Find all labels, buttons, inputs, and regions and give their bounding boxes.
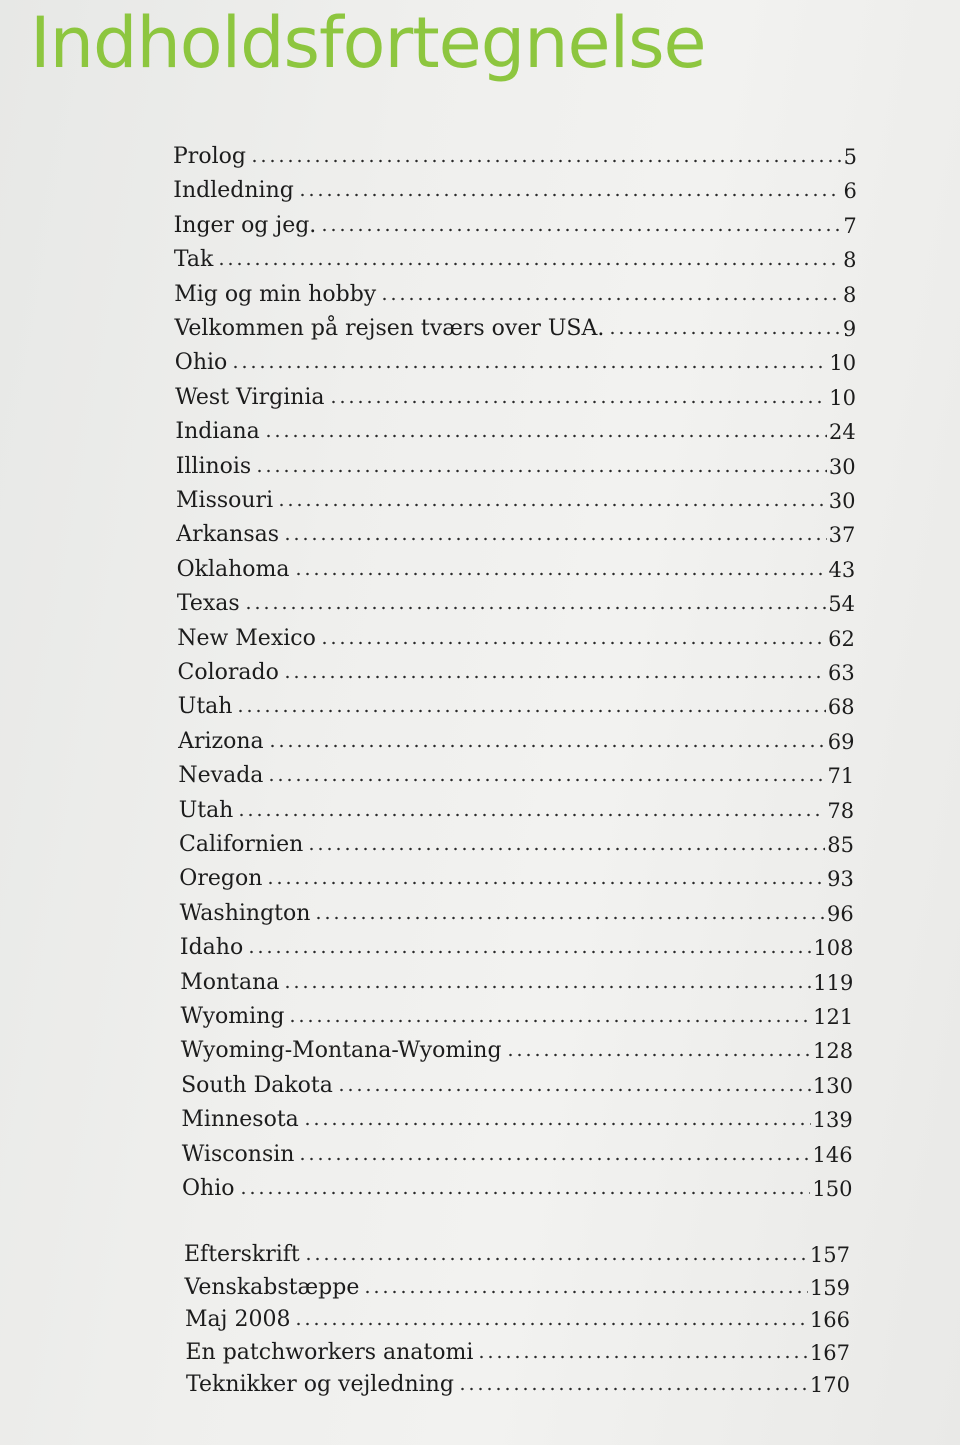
- toc-entry-page-number: 146: [812, 1142, 853, 1167]
- toc-entry-title: Teknikker og vejledning: [186, 1372, 454, 1397]
- toc-entry-title: Maj 2008: [185, 1307, 291, 1332]
- dot-leader: [329, 398, 828, 406]
- dot-leader: [255, 467, 827, 475]
- dot-leader: [237, 811, 825, 819]
- toc-entry-page-number: 93: [827, 867, 854, 892]
- toc-entry-page-number: 166: [809, 1308, 850, 1332]
- dot-leader: [247, 948, 811, 956]
- dot-leader: [267, 776, 825, 784]
- dot-leader: [283, 673, 826, 681]
- toc-entry: [175, 312, 857, 342]
- toc-entry-title: Colorado: [177, 660, 279, 685]
- toc-entry-page-number: 8: [843, 282, 857, 307]
- toc-entry-title: Arkansas: [176, 522, 280, 548]
- toc-entry: [176, 518, 855, 548]
- dot-leader: [264, 432, 827, 440]
- dot-leader: [288, 1017, 811, 1025]
- toc-entry-page-number: 43: [828, 557, 856, 582]
- toc-entry-title: Ohio: [182, 1176, 235, 1201]
- toc-entry: [173, 174, 857, 204]
- dot-leader: [277, 501, 827, 509]
- dot-leader: [303, 1120, 811, 1128]
- toc-entry-title: Efterskrift: [184, 1242, 300, 1267]
- toc-entry: [180, 931, 854, 961]
- dot-leader: [294, 570, 827, 578]
- dot-leader: [239, 1189, 811, 1197]
- toc-entry-page-number: 121: [813, 1005, 854, 1029]
- toc-entry: [182, 1172, 853, 1202]
- dot-leader: [320, 639, 826, 647]
- toc-entry-page-number: 167: [809, 1340, 850, 1365]
- toc-appendix-entry: [185, 1303, 850, 1333]
- dot-leader: [250, 157, 842, 165]
- toc-entry-page-number: 159: [809, 1275, 850, 1300]
- toc-entry-page-number: 85: [827, 833, 854, 857]
- toc-entry-title: Indledning: [173, 178, 294, 204]
- toc-entry: [175, 346, 856, 376]
- toc-entry: [177, 587, 855, 617]
- toc-entry-title: New Mexico: [177, 625, 316, 651]
- dot-leader: [268, 742, 826, 750]
- toc-entry-page-number: 10: [829, 351, 857, 376]
- toc-entry-title: Nevada: [178, 763, 264, 789]
- toc-entry: [178, 656, 855, 686]
- toc-entry: [173, 140, 857, 170]
- dot-leader: [266, 879, 825, 887]
- toc-entry-page-number: 71: [827, 764, 855, 789]
- toc-entry-page-number: 24: [829, 420, 856, 445]
- dot-leader: [363, 1288, 808, 1296]
- toc-entry-title: Utah: [177, 694, 233, 720]
- toc-entry-title: Utah: [178, 797, 234, 823]
- toc-entry-title: Arizona: [178, 728, 264, 754]
- toc-entry-title: Wyoming: [180, 1004, 285, 1029]
- toc-entry-title: Californien: [179, 832, 304, 857]
- dot-leader: [294, 1320, 807, 1328]
- dot-leader: [337, 1086, 811, 1094]
- dot-leader: [314, 914, 825, 922]
- toc-entry-title: Velkommen på rejsen tværs over USA.: [174, 316, 605, 341]
- toc-entry-page-number: 5: [843, 145, 857, 169]
- dot-leader: [320, 226, 841, 234]
- toc-entry-title: Idaho: [179, 935, 244, 961]
- toc-entry-title: South Dakota: [181, 1072, 333, 1098]
- toc-entry-page-number: 150: [812, 1177, 853, 1201]
- toc-entry-title: Wyoming-Montana-Wyoming: [180, 1038, 502, 1064]
- toc-entry-page-number: 6: [843, 179, 857, 204]
- dot-leader: [608, 329, 841, 337]
- dot-leader: [283, 983, 811, 991]
- toc-entry: [178, 725, 854, 755]
- toc-entry-title: Venskabstæppe: [184, 1274, 360, 1300]
- toc-entry: [179, 828, 854, 858]
- toc-entry: [174, 278, 856, 308]
- toc-entry-page-number: 8: [843, 248, 857, 273]
- dot-leader: [304, 1255, 808, 1263]
- dot-leader: [458, 1385, 808, 1393]
- dot-leader: [506, 1051, 811, 1059]
- toc-entry-page-number: 37: [828, 523, 856, 548]
- toc-entry-page-number: 63: [828, 661, 855, 685]
- toc-entry: [181, 1034, 853, 1064]
- dot-leader: [380, 295, 841, 303]
- toc-entry-page-number: 108: [813, 936, 854, 961]
- toc-entry: [181, 1103, 852, 1133]
- toc-entry-page-number: 157: [809, 1243, 850, 1267]
- toc-entry-page-number: 96: [826, 901, 854, 926]
- toc-entry-page-number: 7: [843, 213, 857, 238]
- toc-entry: [174, 243, 857, 273]
- toc-entry-page-number: 78: [827, 798, 855, 823]
- toc-entry: [181, 1000, 854, 1030]
- toc-entry: [177, 553, 856, 583]
- dot-leader: [298, 1155, 810, 1163]
- toc-entry: [180, 897, 854, 927]
- toc-entry-page-number: 119: [813, 970, 854, 995]
- toc-entry-title: Washington: [179, 900, 311, 926]
- toc-appendix-entry: [184, 1238, 850, 1268]
- toc-entry-page-number: 30: [828, 489, 856, 513]
- toc-entry-title: Mig og min hobby: [174, 281, 377, 307]
- dot-leader: [298, 191, 842, 199]
- toc-entry-page-number: 62: [828, 626, 855, 651]
- dot-leader: [307, 845, 825, 853]
- toc-entry-page-number: 30: [828, 454, 856, 479]
- toc-entry-page-number: 69: [827, 729, 855, 754]
- dot-leader: [231, 363, 827, 371]
- toc-appendix-entry: [185, 1271, 851, 1301]
- toc-entry: [175, 381, 856, 411]
- toc-entry: [174, 209, 857, 239]
- toc-entry: [177, 622, 855, 652]
- toc-entry: [178, 690, 855, 720]
- toc-entry-title: West Virginia: [175, 384, 325, 410]
- dot-leader: [477, 1353, 808, 1361]
- toc-entry-page-number: 170: [809, 1373, 850, 1397]
- toc-appendix-entry: [186, 1336, 851, 1366]
- toc-entry-title: Texas: [176, 591, 240, 617]
- toc-entry-page-number: 10: [829, 385, 856, 410]
- toc-entry: [181, 1069, 853, 1099]
- toc-entry: [180, 966, 853, 996]
- toc-entry-title: Montana: [180, 969, 280, 995]
- toc-entry: [179, 794, 854, 824]
- toc-entry-title: En patchworkers anatomi: [185, 1339, 474, 1365]
- dot-leader: [236, 707, 825, 715]
- toc-entry-page-number: 139: [812, 1108, 853, 1133]
- toc-appendix-entry: [186, 1368, 850, 1398]
- toc-entry-title: Ohio: [174, 350, 228, 376]
- toc-entry-page-number: 54: [828, 592, 856, 617]
- toc-entry-title: Wisconsin: [181, 1141, 295, 1167]
- toc-entry-page-number: 128: [813, 1039, 854, 1064]
- toc-entry: [178, 759, 854, 789]
- toc-entry-title: Oregon: [179, 866, 263, 892]
- toc-entry-title: Indiana: [175, 419, 260, 445]
- toc-entry: [176, 484, 856, 514]
- toc-entry-page-number: 130: [812, 1073, 853, 1098]
- toc-entry-title: Minnesota: [181, 1107, 299, 1133]
- toc-entry-title: Tak: [173, 247, 214, 273]
- toc-entry-page-number: 9: [842, 317, 857, 341]
- dot-leader: [244, 604, 827, 612]
- toc-entry-title: Illinois: [175, 453, 252, 479]
- toc-entry-title: Inger og jeg.: [173, 212, 317, 238]
- dot-leader: [217, 260, 841, 268]
- toc-entry: [179, 862, 854, 892]
- toc-entry-title: Missouri: [176, 488, 274, 513]
- toc-entry-title: Oklahoma: [176, 556, 290, 582]
- dot-leader: [283, 535, 827, 543]
- toc-entry: [175, 415, 855, 445]
- toc-entry: [176, 450, 856, 480]
- toc-entry-page-number: 68: [827, 695, 855, 720]
- toc-entry-title: Prolog: [173, 144, 246, 169]
- toc-entry: [182, 1138, 853, 1168]
- page-title: Indholdsfortegnelse: [30, 2, 706, 84]
